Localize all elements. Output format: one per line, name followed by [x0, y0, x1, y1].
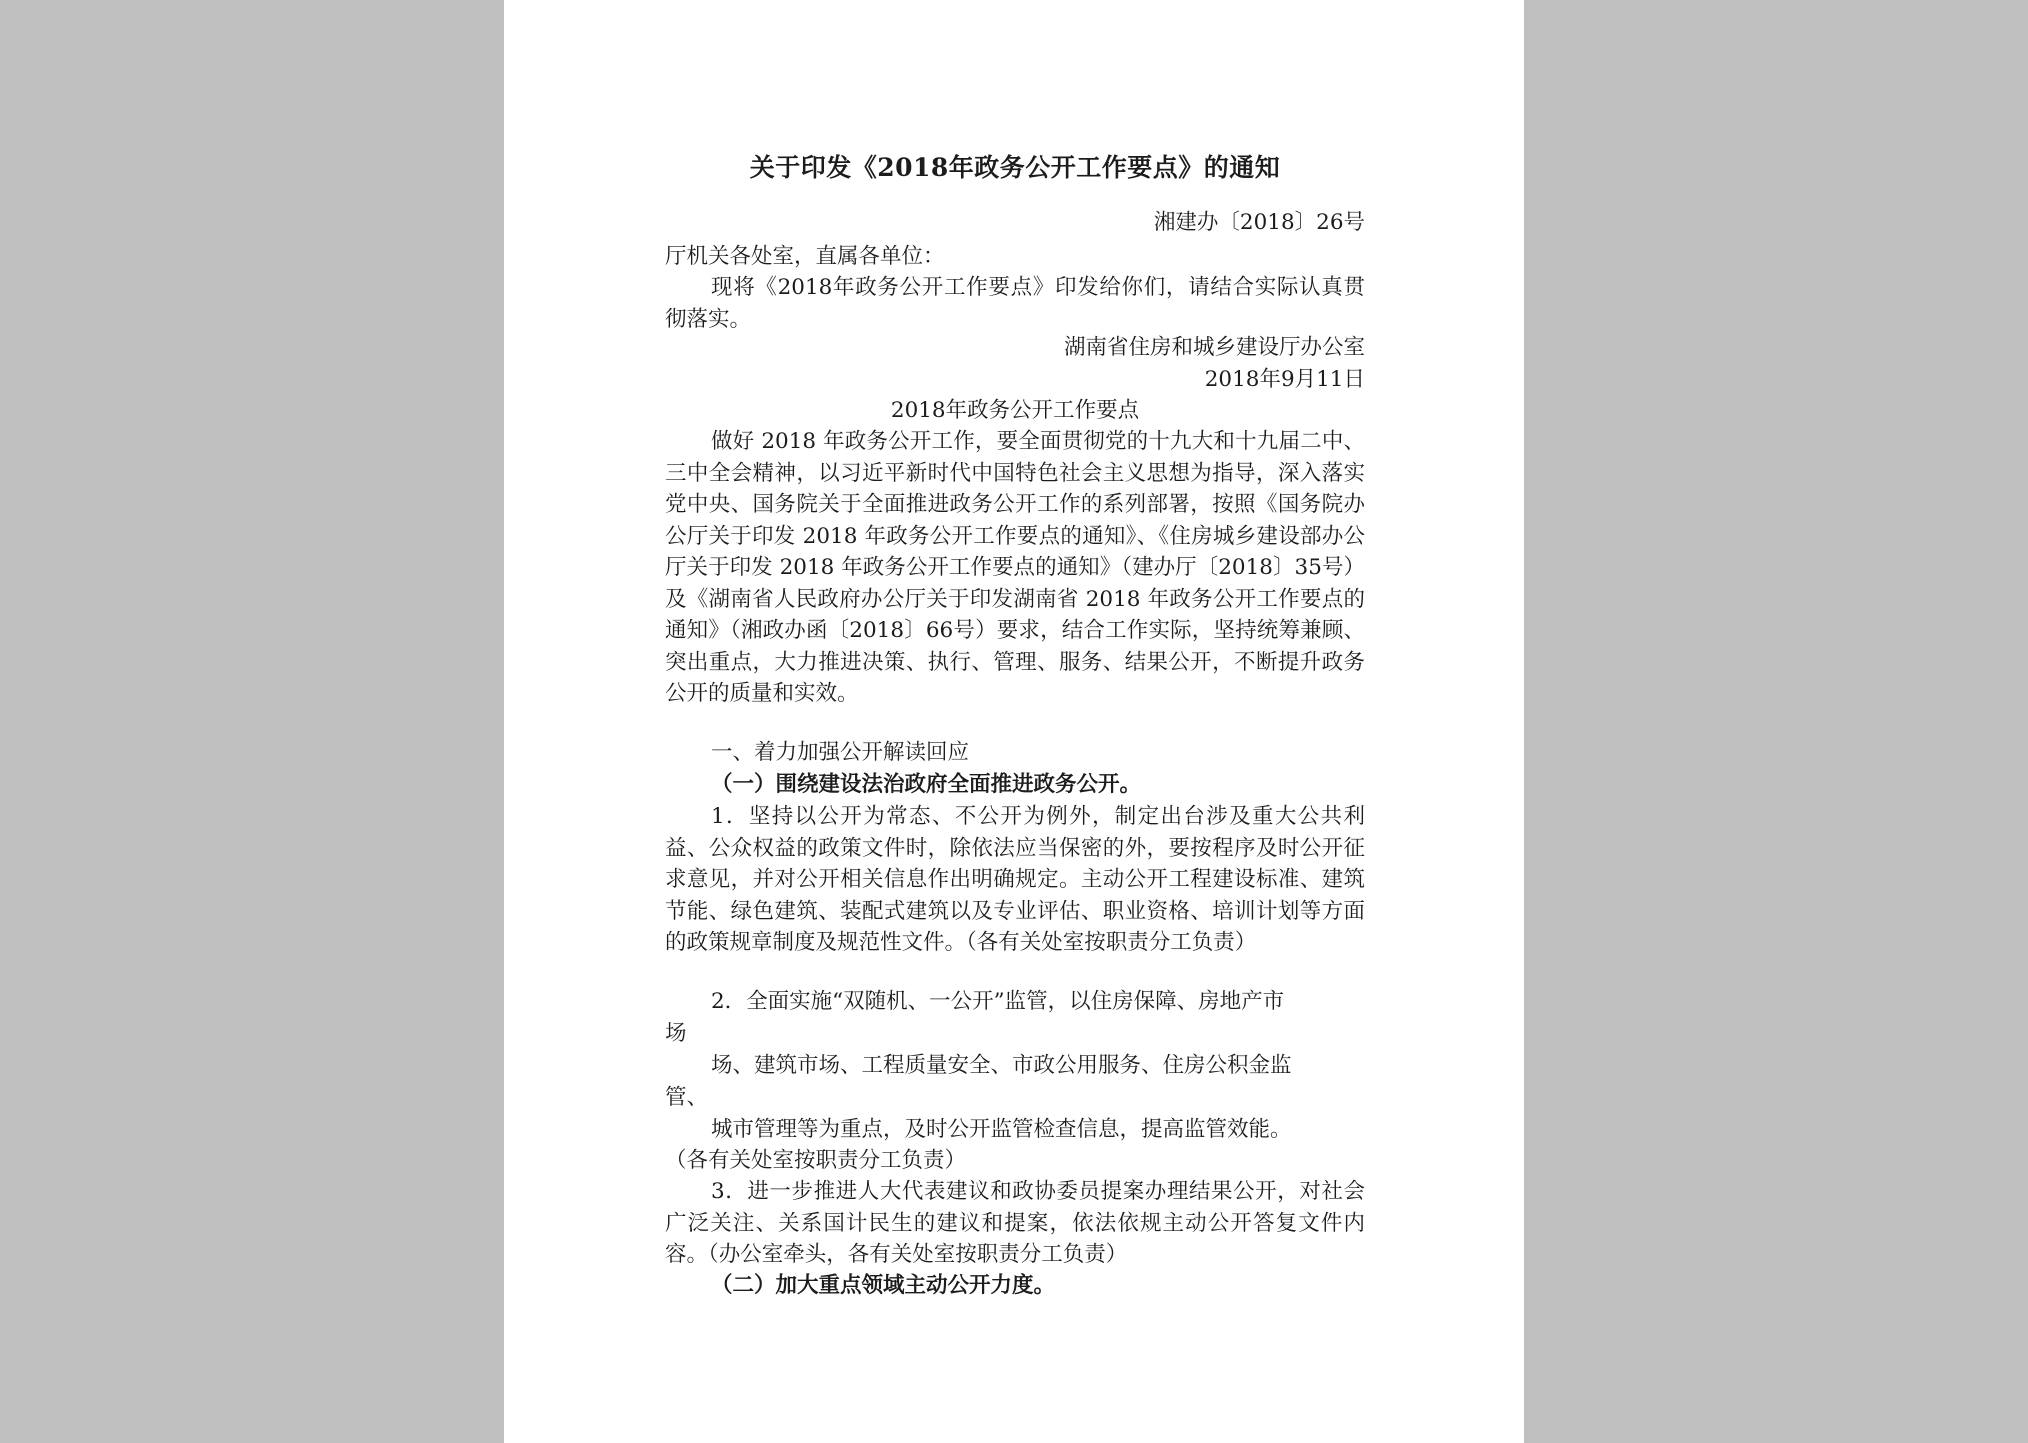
item-2-line: 场、建筑市场、工程质量安全、市政公用服务、住房公积金监 — [711, 1053, 1292, 1078]
issuer-name: 湖南省住房和城乡建设厅办公室 — [1063, 335, 1365, 360]
item-1-paragraph: 1．坚持以公开为常态、不公开为例外，制定出台涉及重大公共利益、公众权益的政策文件时，除依法应当保密的外，要按程序及时公开征求意见，并对公开相关信息作出明确规定。主动公开工程建设标准、建筑节能、绿色建筑、装配式建筑以及专业评估、职业资格、培训计划等方面的政策规章制度及规范性文件。（各有关处室按职责分工负责） — [665, 804, 1365, 955]
subsection-heading: （一）围绕建设法治政府全面推进政务公开。 — [711, 772, 1142, 797]
item-3-paragraph: 3．进一步推进人大代表建议和政协委员提案办理结果公开，对社会广泛关注、关系国计民生的建议和提案，依法依规主动公开答复文件内容。（办公室牵头，各有关处室按职责分工负责） — [665, 1179, 1365, 1267]
document-number: 湘建办〔2018〕26号 — [1153, 210, 1365, 235]
item-2-line: 场 — [665, 1021, 687, 1046]
subsection-heading: （二）加大重点领域主动公开力度。 — [711, 1273, 1056, 1298]
item-2-line: 管、 — [665, 1085, 709, 1110]
issue-date: 2018年9月11日 — [1204, 367, 1365, 392]
item-2-line: 城市管理等为重点，及时公开监管检查信息，提高监管效能。 — [711, 1117, 1292, 1142]
salutation: 厅机关各处室，直属各单位： — [665, 244, 945, 269]
preface-paragraph: 做好 2018 年政务公开工作，要全面贯彻党的十九大和十九届二中、三中全会精神，以习近平新时代中国特色社会主义思想为指导，深入落实党中央、国务院关于全面推进政务公开工作的系列部署，按照《国务院办公厅关于印发 2018 年政务公开工作要点的通知》、《住房城乡建设部办公厅关于印发 2018 年政务公开工作要点的通知》（建办厅〔2018〕35号）及《湖南省人民政府办公厅关于印发湖南省 2018 年政务公开工作要点的通知》（湘政办函〔2018〕66号）要求，结合工作实际，坚持统筹兼顾、突出重点，大力推进决策、执行、管理、服务、结果公开，不断提升政务公开的质量和实效。 — [665, 429, 1365, 706]
item-2-line: 2．全面实施“双随机、一公开”监管，以住房保障、房地产市 — [711, 989, 1285, 1014]
document-page — [504, 0, 1524, 1443]
intro-paragraph: 现将《2018年政务公开工作要点》印发给你们，请结合实际认真贯彻落实。 — [665, 275, 1365, 332]
attachment-title: 2018年政务公开工作要点 — [890, 398, 1140, 423]
document-title: 关于印发《2018年政务公开工作要点》的通知 — [749, 153, 1281, 182]
item-2-line: （各有关处室按职责分工负责） — [665, 1148, 967, 1173]
section-heading: 一、着力加强公开解读回应 — [711, 740, 970, 765]
